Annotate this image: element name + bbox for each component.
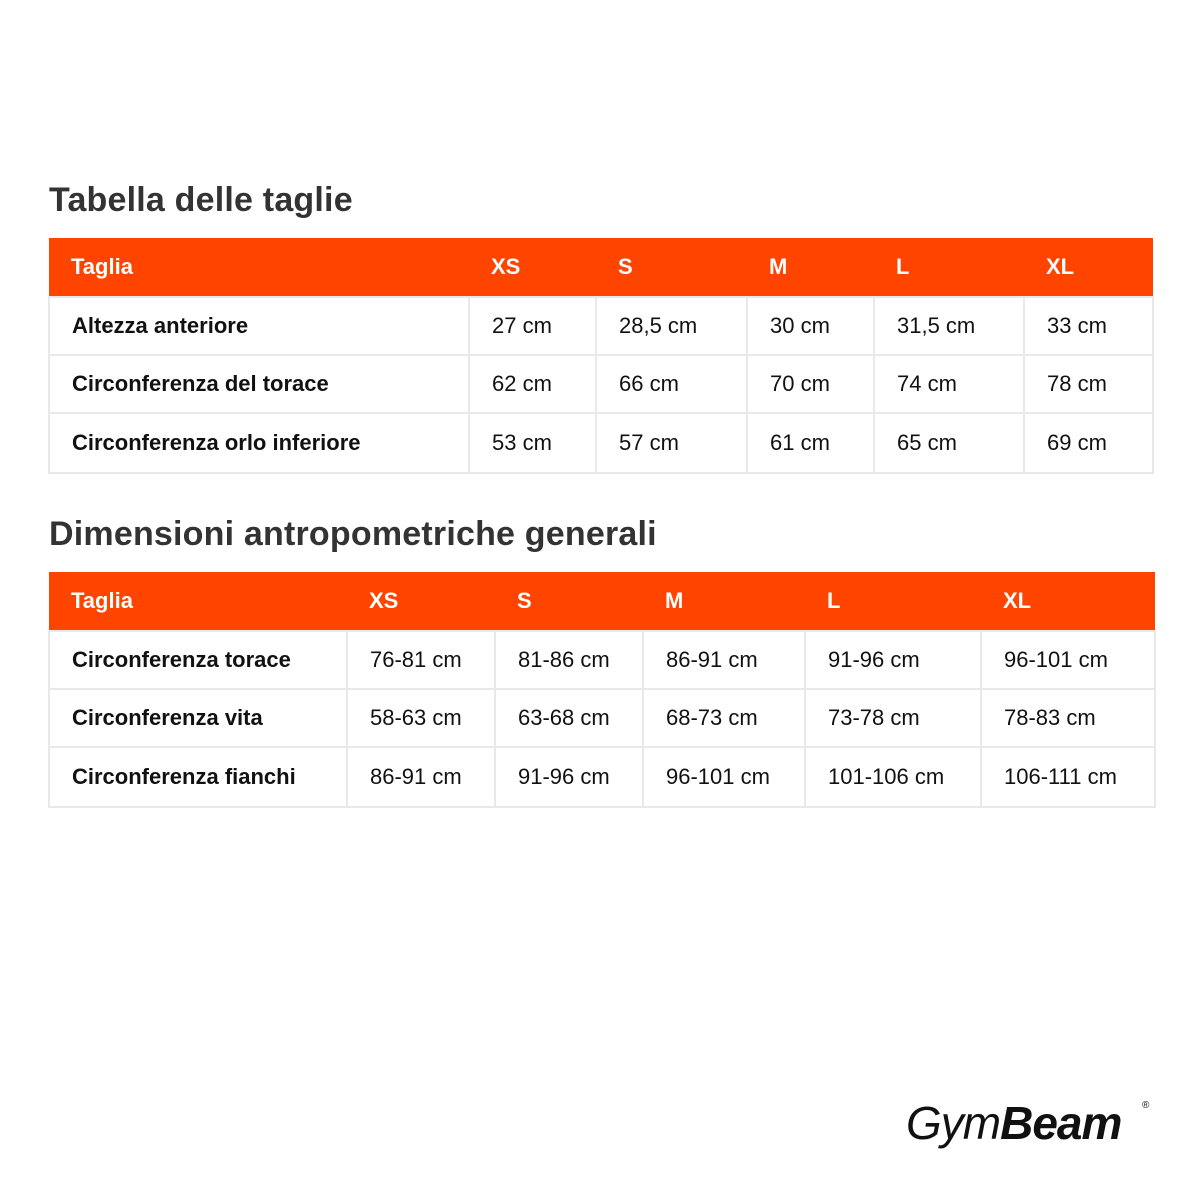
header-cell-size: Taglia	[71, 254, 133, 279]
table-cell: 68-73 cm	[643, 689, 805, 747]
header-cell-l: L	[827, 588, 841, 613]
table-cell: 96-101 cm	[643, 747, 805, 807]
size-chart-table	[48, 238, 1154, 474]
table-cell: 78-83 cm	[981, 689, 1155, 747]
anthropometric-table	[48, 572, 1156, 808]
table-row	[49, 631, 1155, 689]
header-cell-size: Taglia	[71, 588, 133, 613]
table-cell: 73-78 cm	[805, 689, 981, 747]
logo-text-bold: Beam	[1000, 1097, 1122, 1149]
table-cell: 61 cm	[747, 413, 874, 473]
table-cell: 30 cm	[747, 297, 874, 355]
table-cell: 57 cm	[596, 413, 747, 473]
header-cell-l: L	[896, 254, 910, 279]
header-cell-m: M	[769, 254, 788, 279]
table-cell: 91-96 cm	[805, 631, 981, 689]
header-cell-xs: XS	[369, 588, 399, 613]
table-cell: 28,5 cm	[596, 297, 747, 355]
table-cell: 62 cm	[469, 355, 596, 413]
row-label: Circonferenza fianchi	[49, 747, 347, 807]
row-label: Circonferenza torace	[49, 631, 347, 689]
table-cell: 96-101 cm	[981, 631, 1155, 689]
table-row	[49, 355, 1153, 413]
row-label: Circonferenza orlo inferiore	[49, 413, 469, 473]
header-cell-m: M	[665, 588, 684, 613]
table-cell: 31,5 cm	[874, 297, 1024, 355]
logo-text-light: Gym	[906, 1097, 1001, 1149]
row-label: Circonferenza del torace	[49, 355, 469, 413]
table-cell: 65 cm	[874, 413, 1024, 473]
row-label: Circonferenza vita	[49, 689, 347, 747]
registered-trademark-icon: ®	[1142, 1100, 1150, 1111]
table-cell: 33 cm	[1024, 297, 1153, 355]
table-header-row	[49, 572, 1155, 631]
table-cell: 58-63 cm	[347, 689, 495, 747]
table-cell: 27 cm	[469, 297, 596, 355]
table-header-row	[49, 238, 1153, 297]
table-cell: 78 cm	[1024, 355, 1153, 413]
size-chart-title: Tabella delle taglie	[49, 181, 353, 219]
table-row	[49, 689, 1155, 747]
table-cell: 86-91 cm	[347, 747, 495, 807]
table-cell: 106-111 cm	[981, 747, 1155, 807]
header-cell-xs: XS	[491, 254, 521, 279]
table-row	[49, 297, 1153, 355]
table-cell: 66 cm	[596, 355, 747, 413]
header-cell-xl: XL	[1003, 588, 1032, 613]
table-cell: 91-96 cm	[495, 747, 643, 807]
row-label: Altezza anteriore	[49, 297, 469, 355]
anthropometric-dimensions-title: Dimensioni antropometriche generali	[49, 515, 657, 553]
table-cell: 69 cm	[1024, 413, 1153, 473]
table-row	[49, 747, 1155, 807]
table-cell: 70 cm	[747, 355, 874, 413]
gymbeam-logo	[906, 1096, 1166, 1156]
header-cell-xl: XL	[1046, 254, 1075, 279]
table-cell: 81-86 cm	[495, 631, 643, 689]
table-row	[49, 413, 1153, 473]
table-cell: 86-91 cm	[643, 631, 805, 689]
header-cell-s: S	[517, 588, 532, 613]
table-cell: 101-106 cm	[805, 747, 981, 807]
table-cell: 53 cm	[469, 413, 596, 473]
table-cell: 74 cm	[874, 355, 1024, 413]
table-cell: 63-68 cm	[495, 689, 643, 747]
table-cell: 76-81 cm	[347, 631, 495, 689]
header-cell-s: S	[618, 254, 633, 279]
